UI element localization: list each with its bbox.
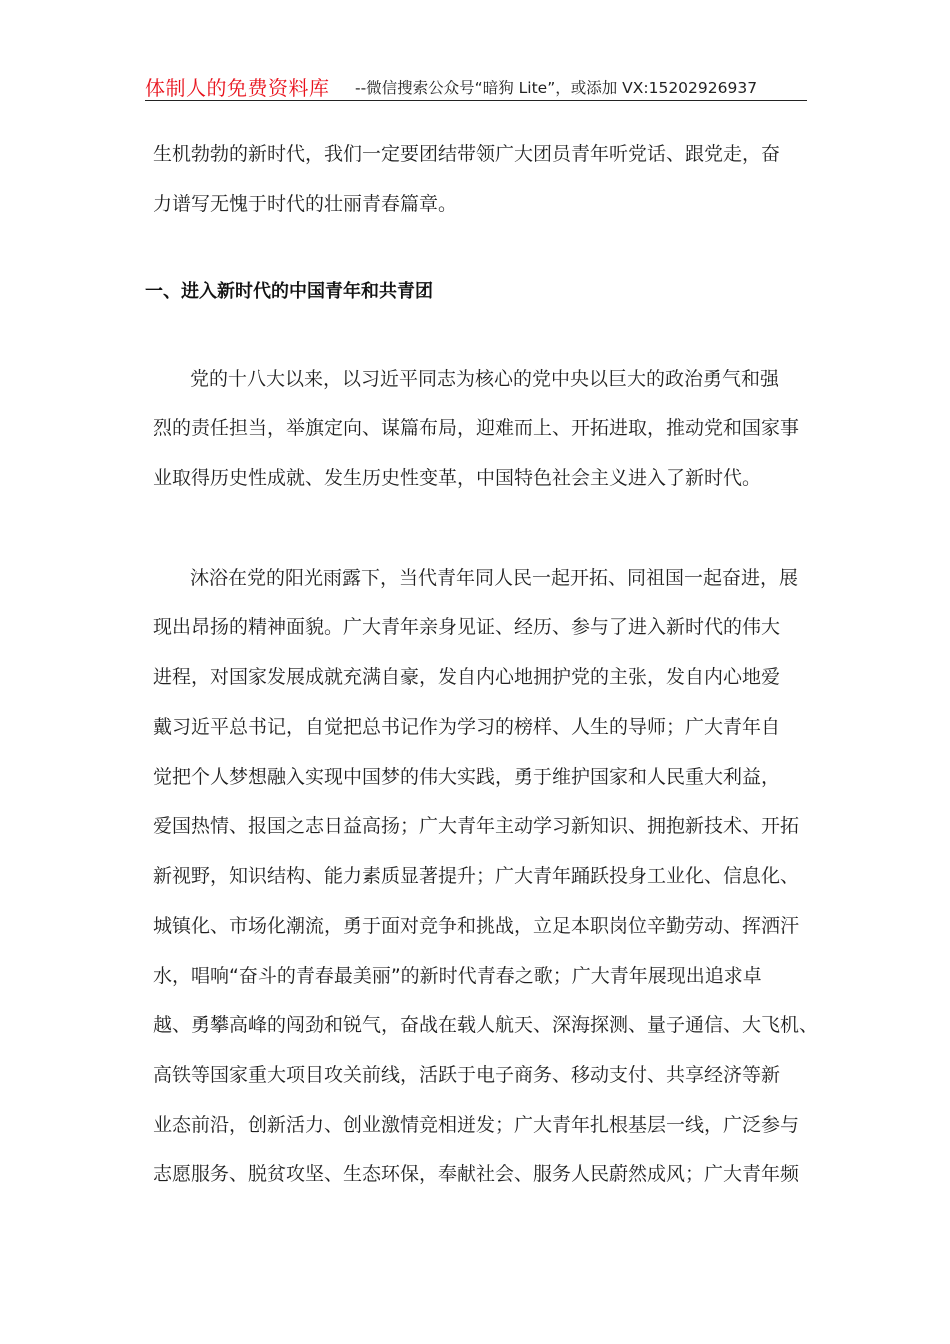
paragraph-line: 志愿服务、脱贫攻坚、生态环保，奉献社会、服务人民蔚然成风；广大青年频 bbox=[153, 1163, 800, 1185]
paragraph-line: 烈的责任担当，举旗定向、谋篇布局，迎难而上、开拓进取，推动党和国家事 bbox=[153, 417, 800, 439]
header-subtitle: --微信搜索公众号“暗狗 Lite”，或添加 VX:15202926937 bbox=[355, 79, 758, 97]
page-header bbox=[145, 70, 807, 101]
paragraph-line: 觉把个人梦想融入实现中国梦的伟大实践，勇于维护国家和人民重大利益， bbox=[153, 766, 781, 788]
paragraph-line: 新视野，知识结构、能力素质显著提升；广大青年踊跃投身工业化、信息化、 bbox=[153, 865, 800, 887]
paragraph-line: 现出昂扬的精神面貌。广大青年亲身见证、经历、参与了进入新时代的伟大 bbox=[153, 616, 781, 638]
paragraph-line: 进程，对国家发展成就充满自豪，发自内心地拥护党的主张，发自内心地爱 bbox=[153, 666, 781, 688]
paragraph-line: 戴习近平总书记，自觉把总书记作为学习的榜样、人生的导师；广大青年自 bbox=[153, 716, 781, 738]
header-brand: 体制人的免费资料库 bbox=[145, 76, 330, 100]
paragraph-line: 高铁等国家重大项目攻关前线，活跃于电子商务、移动支付、共享经济等新 bbox=[153, 1064, 781, 1086]
paragraph-line: 沐浴在党的阳光雨露下，当代青年同人民一起开拓、同祖国一起奋进，展 bbox=[190, 567, 799, 589]
paragraph-line: 爱国热情、报国之志日益高扬；广大青年主动学习新知识、拥抱新技术、开拓 bbox=[153, 815, 800, 837]
paragraph-line: 水，唱响“奋斗的青春最美丽”的新时代青春之歌；广大青年展现出追求卓 bbox=[153, 965, 762, 987]
paragraph-line: 城镇化、市场化潮流，勇于面对竞争和挑战，立足本职岗位辛勤劳动、挥洒汗 bbox=[153, 915, 800, 937]
paragraph-line: 业态前沿，创新活力、创业激情竞相迸发；广大青年扎根基层一线，广泛参与 bbox=[153, 1114, 800, 1136]
intro-line: 生机勃勃的新时代，我们一定要团结带领广大团员青年听党话、跟党走，奋 bbox=[153, 143, 781, 165]
paragraph-line: 越、勇攀高峰的闯劲和锐气，奋战在载人航天、深海探测、量子通信、大飞机、 bbox=[153, 1014, 819, 1036]
intro-line: 力谱写无愧于时代的壮丽青春篇章。 bbox=[153, 193, 458, 215]
paragraph-line: 党的十八大以来，以习近平同志为核心的党中央以巨大的政治勇气和强 bbox=[190, 368, 780, 390]
section-heading: 一、进入新时代的中国青年和共青团 bbox=[145, 281, 433, 302]
paragraph-line: 业取得历史性成就、发生历史性变革，中国特色社会主义进入了新时代。 bbox=[153, 467, 762, 489]
